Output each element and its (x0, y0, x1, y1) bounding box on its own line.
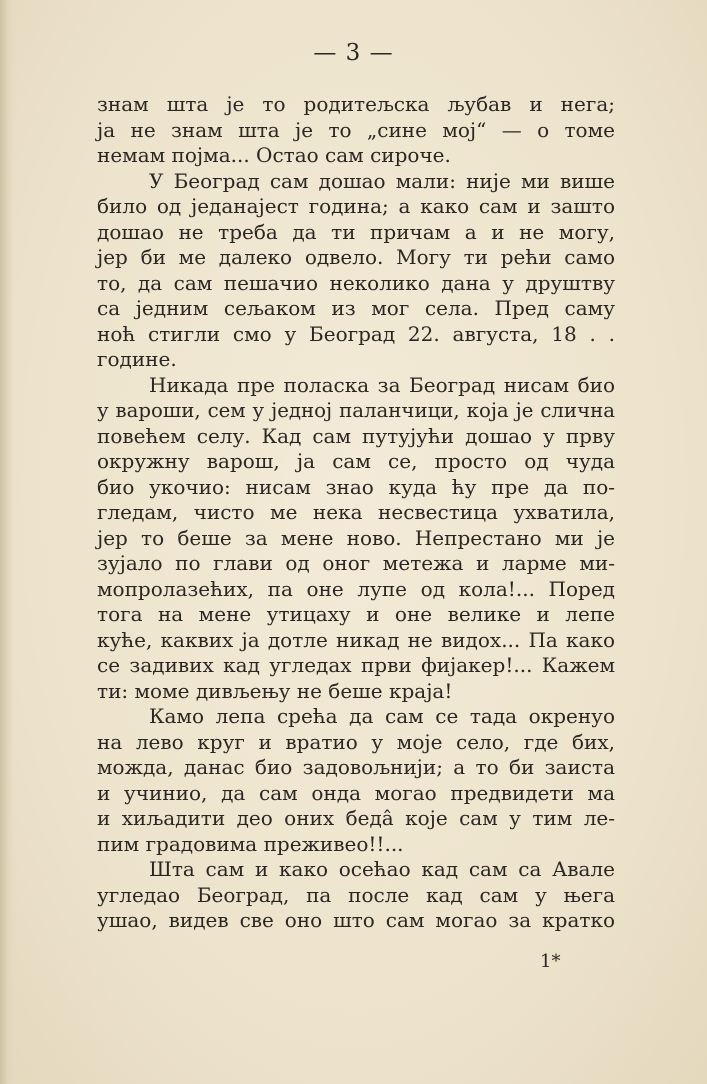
text-line: у вароши, сем у једној паланчици, која је слична (97, 399, 615, 422)
text-line: повећем селу. Кад сам путујући дошао у прву (97, 423, 615, 448)
page-spine-shadow (0, 0, 14, 1084)
text-line: мопролазећих, па оне лупе од кола!... Поред (97, 576, 615, 601)
text-line: ја не знам шта је то „сине мој“ — о томе (97, 117, 615, 142)
text-line: угледао Београд, па после кад сам у њега (97, 882, 615, 907)
text-line: јер би ме далеко одвело. Могу ти рећи само (97, 245, 615, 269)
text-line: окружну варош, ја сам се, просто од чуда (97, 449, 615, 473)
text-line: У Београд сам дошао мали: није ми више (149, 168, 615, 193)
text-line: се задивих кад угледах први фијакер!... Кажем (97, 653, 615, 677)
text-line: Никада пре поласка за Београд нисам био (149, 372, 615, 397)
text-line: Камо лепа срећа да сам се тада окренуо (149, 704, 615, 728)
text-line: са једним сељаком из мог села. Пред саму (97, 296, 615, 320)
text-line: био укочио: нисам знао куда ћу пре да по- (97, 474, 615, 499)
text-line: и учинио, да сам онда могао предвидети ма (97, 780, 615, 805)
printer-signature-mark: 1* (540, 951, 561, 972)
text-line: зујало по глави од оног метежа и ларме ми- (97, 551, 615, 575)
text-line: било од једанајест година; а како сам и зашто (97, 194, 615, 218)
text-line: ушао, видев све оно што сам могао за кратко (97, 908, 615, 932)
text-line: знам шта је то родитељска љубав и нега; (97, 92, 615, 116)
text-line: ноћ стигли смо у Београд 22. августа, 18 . . (97, 321, 615, 346)
text-line: тога на мене утицаху и оне велике и лепе (97, 602, 615, 626)
body-text (97, 92, 615, 934)
text-line: јер то беше за мене ново. Непрестано ми је (97, 525, 615, 550)
text-line: ти: моме дивљењу не беше краја! (97, 678, 453, 703)
text-line: то, да сам пешачио неколико дана у друштву (97, 270, 615, 295)
text-line: на лево круг и вратио у моје село, где бих, (97, 729, 615, 754)
text-line: пим градовима преживео!!... (97, 831, 404, 856)
text-line: можда, данас био задовољнији; а то би заиста (97, 755, 615, 779)
text-line: куће, каквих ја дотле никад не видох... Па како (97, 627, 615, 652)
text-line: године. (97, 347, 177, 371)
text-line: и хиљадити део оних беда̂ које сам у тим ле- (97, 806, 615, 830)
page-number: — 3 — (313, 40, 394, 66)
text-line: дошао не треба да ти причам а и не могу, (97, 219, 615, 244)
text-line: Шта сам и како осећао кад сам са Авале (149, 857, 615, 881)
text-line: гледам, чисто ме нека несвестица ухватила, (97, 500, 615, 524)
text-line: немам појма... Остао сам сироче. (97, 143, 451, 167)
